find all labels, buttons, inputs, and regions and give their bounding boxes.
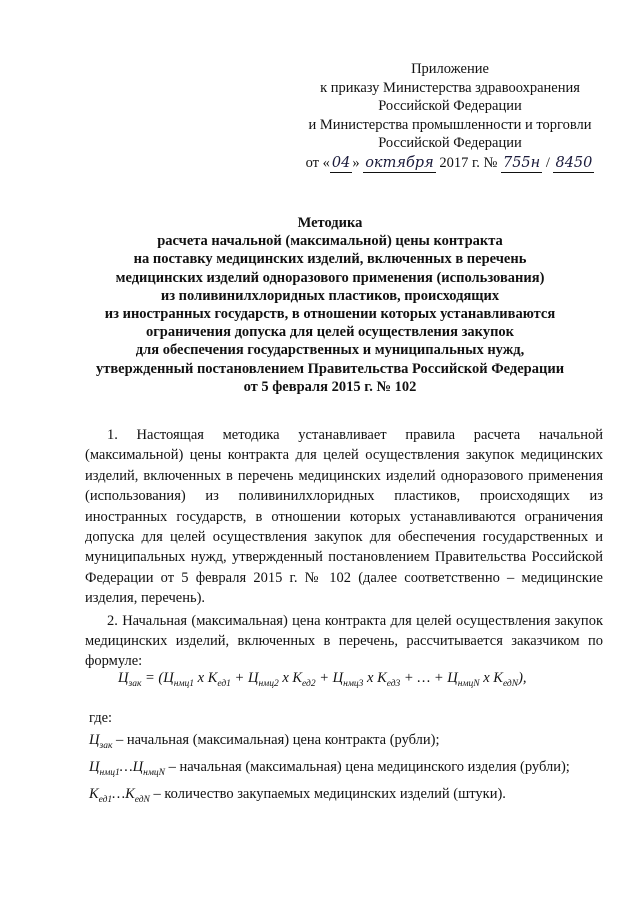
formula-subscript: ед3 — [386, 678, 401, 689]
order-prefix: от « — [305, 154, 330, 171]
formula-subscript: нмцN — [457, 678, 480, 689]
formula-subscript: ед2 — [302, 678, 316, 689]
title-line: для обеспечения государственных и муниципальных нужд, — [135, 342, 525, 359]
legend-where: где: — [89, 710, 113, 726]
order-number-handwritten: 755н — [501, 154, 542, 174]
order-day-handwritten: 04 — [330, 154, 352, 174]
legend-symbol: Ц — [132, 758, 144, 775]
formula-subscript: ед1 — [217, 678, 231, 689]
formula-legend — [89, 708, 609, 811]
formula-symbol: Ц — [247, 670, 259, 686]
legend-subscript: ед1 — [98, 794, 113, 805]
title-line: от 5 февраля 2015 г. № 102 — [243, 378, 417, 395]
legend-symbol: К — [125, 785, 135, 802]
formula-operator: = ( — [141, 670, 164, 686]
appendix-line: Российской Федерации — [378, 98, 522, 114]
legend-symbol: К — [89, 785, 99, 802]
formula-operator: + … + — [400, 670, 448, 686]
legend-symbol: Ц — [89, 758, 100, 775]
order-number-separator: / — [545, 154, 550, 171]
formula-symbol: К — [377, 670, 387, 686]
formula-operator: x — [363, 670, 378, 686]
legend-subscript: зак — [99, 740, 113, 751]
paragraph-1: 1. Настоящая методика устанавливает правила расчета начальной (максимальной) цены контракта для целей осуществления закупок медицинских изделий, включенных в перечень медицинских изделий одноразового применения (использования) из поливинилхлоридных пластиков, происходящих из иностранных государств, в отношении которых устанавливаются ограничения допуска для целей осуществления закупок для обеспечения государственных и муниципальных нужд, утвержденный постановлением Правительства Российской Федерации от 5 февраля 2015 г. № 102 (далее соответственно – медицинские изделия, перечень). — [85, 427, 603, 607]
formula-symbol: Ц — [332, 670, 344, 686]
formula-operator: x — [479, 670, 494, 686]
legend-row-quantity — [89, 784, 609, 811]
legend-row-total — [89, 730, 609, 757]
legend-symbol: Ц — [89, 732, 100, 748]
paragraph-2: 2. Начальная (максимальная) цена контракта для целей осуществления закупок медицинских изделий, включенных в перечень, рассчитывается заказчиком по формуле: — [85, 612, 603, 670]
formula-subscript: нмц2 — [258, 678, 279, 689]
order-year: 2017 г. № — [439, 154, 498, 171]
order-month-handwritten: октября — [363, 154, 435, 174]
legend-text: – количество закупаемых медицинских изделий (штуки). — [149, 785, 506, 802]
formula-symbol: К — [292, 670, 303, 686]
appendix-block — [300, 60, 600, 173]
formula-operator: x — [278, 670, 293, 686]
appendix-title: Приложение — [411, 61, 489, 77]
legend-text: – начальная (максимальная) цена медицинского изделия (рубли); — [165, 758, 570, 775]
formula-symbol: Ц — [163, 670, 174, 686]
legend-subscript: нмцN — [143, 767, 166, 778]
appendix-line: к приказу Министерства здравоохранения — [320, 79, 580, 96]
order-line — [300, 154, 600, 174]
formula-symbol: Ц — [447, 670, 458, 686]
legend-ellipsis: … — [119, 758, 133, 775]
legend-ellipsis: … — [112, 785, 126, 802]
formula-subscript: зак — [128, 678, 142, 689]
formula-subscript: нмц3 — [343, 678, 364, 689]
formula-subscript: едN — [502, 678, 519, 689]
formula-operator: ), — [518, 670, 527, 686]
body-text — [85, 425, 603, 674]
appendix-line: Российской Федерации — [378, 135, 522, 151]
formula-symbol: К — [493, 670, 503, 686]
formula-operator: + — [315, 670, 333, 686]
legend-text: – начальная (максимальная) цена контракта (рубли); — [112, 732, 440, 748]
legend-subscript: нмц1 — [99, 767, 120, 778]
formula-operator: x — [194, 670, 208, 686]
title-heading: Методика — [297, 215, 363, 231]
title-line: расчета начальной (максимальной) цены контракта — [157, 233, 503, 250]
formula-operator: + — [230, 670, 248, 686]
legend-row-price — [89, 757, 609, 784]
formula — [118, 668, 598, 694]
title-line: ограничения допуска для целей осуществления закупок — [145, 324, 515, 341]
order-number-handwritten-2: 8450 — [553, 154, 594, 174]
title-line: из поливинилхлоридных пластиков, происходящих — [160, 287, 500, 304]
title-line: на поставку медицинских изделий, включенных в перечень — [133, 251, 527, 268]
document-title — [70, 214, 590, 396]
formula-symbol: К — [207, 670, 218, 686]
formula-symbol: Ц — [118, 670, 129, 686]
title-line: утвержденный постановлением Правительства Российской Федерации — [95, 360, 565, 377]
legend-subscript: едN — [134, 794, 150, 805]
title-line: медицинских изделий одноразового применения (использования) — [115, 269, 545, 286]
order-mid: » — [352, 154, 360, 171]
appendix-line: и Министерства промышленности и торговли — [308, 116, 592, 133]
title-line: из иностранных государств, в отношении которых устанавливаются — [104, 306, 556, 323]
formula-subscript: нмц1 — [173, 678, 195, 689]
